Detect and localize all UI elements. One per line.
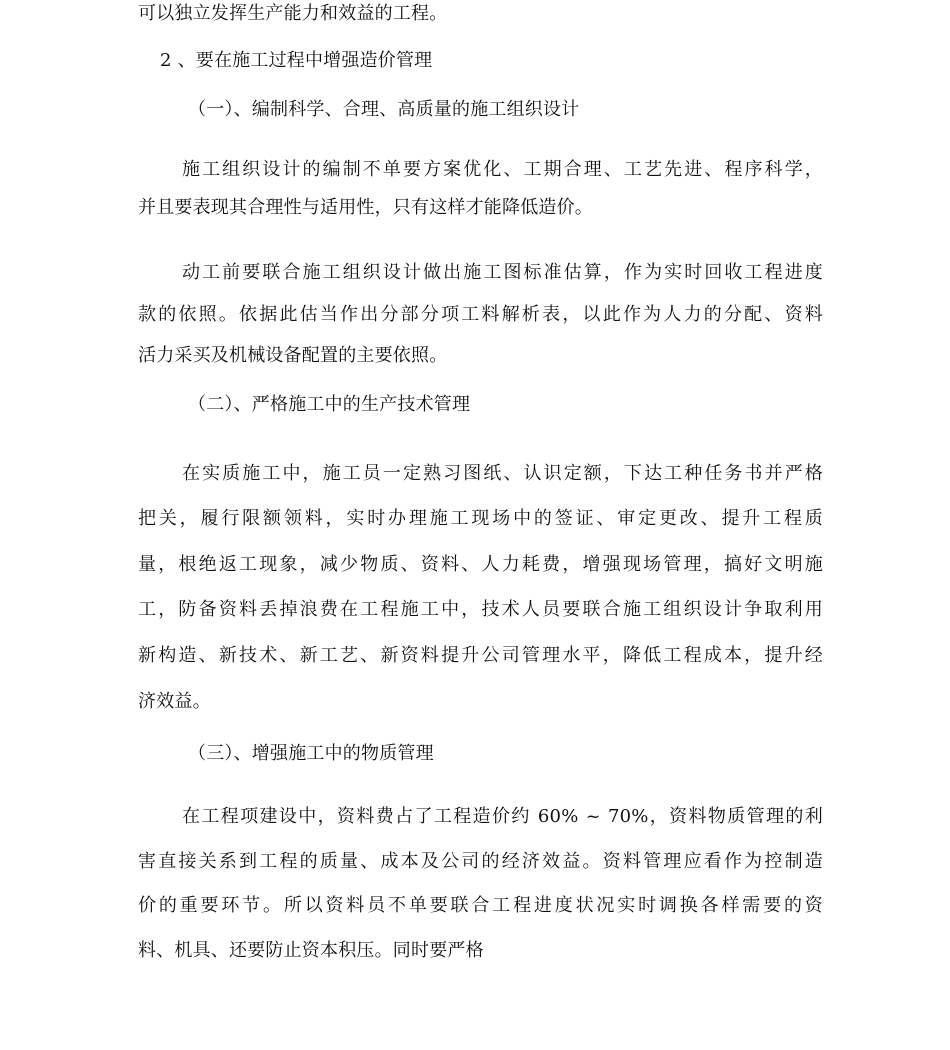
paragraph-line: 害直接关系到工程的质量、成本及公司的经济效益。资料管理应看作为控制造 — [138, 851, 823, 872]
paragraph-line: 工，防备资料丢掉浪费在工程施工中，技术人员要联合施工组织设计争取利用 — [138, 599, 823, 620]
subsection-heading: （三）、增强施工中的物质管理 — [188, 743, 434, 764]
paragraph-line: 新构造、新技术、新工艺、新资料提升公司管理水平，降低工程成本，提升经 — [138, 645, 823, 666]
paragraph-line: 把关，履行限额领料，实时办理施工现场中的签证、审定更改、提升工程质 — [138, 508, 823, 529]
paragraph-line: 可以独立发挥生产能力和效益的工程。 — [138, 3, 448, 24]
paragraph-line: 动工前要联合施工组织设计做出施工图标准估算，作为实时回收工程进度 — [182, 262, 823, 283]
section-heading: 2 、要在施工过程中增强造价管理 — [160, 50, 433, 71]
paragraph-line: 在实质施工中，施工员一定熟习图纸、认识定额，下达工种任务书并严格 — [182, 463, 823, 484]
paragraph-line: 款的依照。依据此估当作出分部分项工料解析表，以此作为人力的分配、资料 — [138, 304, 823, 325]
paragraph-line: 在工程项建设中，资料费占了工程造价约 60% ~ 70%，资料物质管理的利 — [182, 806, 823, 827]
paragraph-line: 料、机具、还要防止资本积压。同时要严格 — [138, 940, 484, 961]
paragraph-line: 量，根绝返工现象，减少物质、资料、人力耗费，增强现场管理，搞好文明施 — [138, 554, 823, 575]
subsection-heading: （二）、严格施工中的生产技术管理 — [188, 394, 471, 415]
paragraph-line: 济效益。 — [138, 691, 211, 712]
paragraph-line: 活力采买及机械设备配置的主要依照。 — [138, 345, 448, 366]
paragraph-line: 并且要表现其合理性与适用性，只有这样才能降低造价。 — [138, 197, 593, 218]
paragraph-line: 价的重要环节。所以资料员不单要联合工程进度状况实时调换各样需要的资 — [138, 895, 823, 916]
subsection-heading: （一）、编制科学、合理、高质量的施工组织设计 — [188, 99, 580, 120]
paragraph-line: 施工组织设计的编制不单要方案优化、工期合理、工艺先进、程序科学， — [182, 159, 823, 180]
